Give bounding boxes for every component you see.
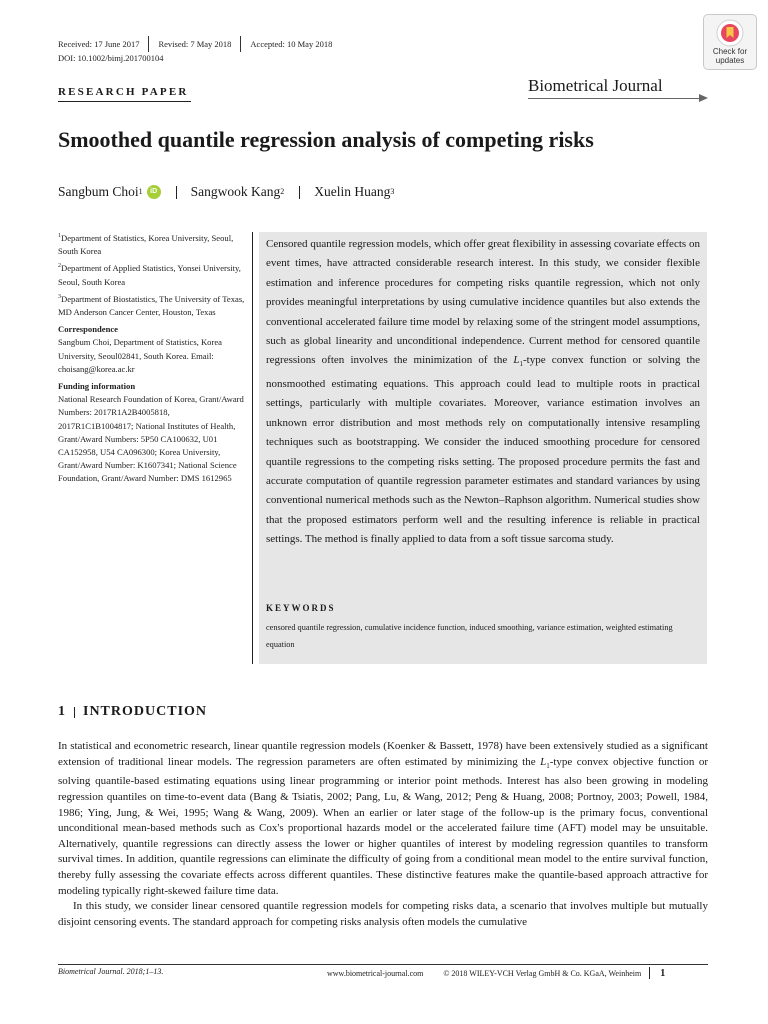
copyright: © 2018 WILEY-VCH Verlag GmbH & Co. KGaA, Weinheim	[443, 968, 642, 978]
divider	[649, 967, 650, 979]
article-type: RESEARCH PAPER	[58, 86, 189, 98]
section-title: INTRODUCTION	[83, 704, 208, 719]
keywords-list: censored quantile regression, cumulative incidence function, induced smoothing, variance estimation, weighted estimating equation	[266, 623, 673, 649]
divider	[74, 707, 75, 718]
divider	[299, 186, 300, 199]
revised-date: Revised: 7 May 2018	[158, 39, 232, 49]
abstract-text: -type convex function or solving the nonsmoothed estimating equations. This approach could lead to multiple roots in practical settings, particularly with multiple covariates. Moreover, variance estimation involves an unknown error distribution and most methods rely on computationally intensive resampling techniques such as bootstrapping. We consider the induced smoothing procedure for censored quantile regressions to the competing risks setting. The proposed procedure permits the fast and accurate computation of quantile regression parameter estimates and standard variances by using conventional numerical methods such as the Newton–Raphson algorithm. Numerical studies show that the proposed estimators perform well and the resulting inference is reliable in practical settings. The method is finally applied to data from a soft tissue sarcoma study.	[266, 354, 700, 546]
affiliation	[58, 262, 246, 288]
math-subscript: 1	[519, 360, 524, 369]
funding-text: National Research Foundation of Korea, Grant/Award Numbers: 2017R1A2B4005818, 2017R1C1B1004817; National Institutes of Health, Grant/Award Numbers: 5P50 CA100632, U01 CA152958, U54 CA096300; Korea University, Grant/Award Number: K1607341; National Science Foundation, Grant/Award Number: DMS 1612965	[58, 394, 244, 484]
doi: DOI: 10.1002/bimj.201700104	[58, 53, 164, 63]
affiliation-text: Department of Statistics, Korea University, Seoul, South Korea	[58, 233, 234, 257]
author-list: Sangbum Choi 1 iD Sangwook Kang 2 Xuelin Huang 3	[58, 184, 395, 199]
divider	[58, 101, 191, 102]
arrow-right-icon	[699, 94, 708, 102]
paragraph	[58, 739, 708, 899]
keywords-heading: KEYWORDS	[266, 603, 336, 613]
page-number: 1	[660, 967, 666, 979]
section-heading	[58, 704, 207, 720]
divider	[240, 36, 241, 52]
abstract	[266, 235, 700, 550]
affiliation-sup: 2	[58, 263, 61, 270]
affiliation-sup: 3	[58, 293, 61, 300]
footer-divider	[58, 964, 708, 965]
paragraph-text: In statistical and econometric research, linear quantile regression models (Koenker & Bassett, 1978) have been extensively studied as a significant extension of traditional linear models. The regression parameters are often estimated by minimizing the	[58, 740, 708, 768]
received-date: Received: 17 June 2017	[58, 39, 140, 49]
correspondence-text: Sangbum Choi, Department of Statistics, Korea University, Seoul02841, South Korea. Email: choisang@korea.ac.kr	[58, 337, 222, 374]
journal-name[interactable]: Biometrical Journal	[528, 76, 663, 95]
check-for-updates-badge[interactable]	[703, 14, 757, 70]
abstract-text: Censored quantile regression models, which offer great flexibility in assessing covariate effects on event times, have attracted considerable research interest. In this study, we consider flexible estimation and inference procedures for competing risks quantile regression, which not only provides meaningful interpretations by using cumulative incidence quantiles but also extends the conventional accelerated failure time model by relaxing some of the stringent model assumptions, such as global linearity and unconditional independence. Current method for censored quantile regressions often involves the minimization of the	[266, 238, 700, 367]
divider	[176, 186, 177, 199]
author-name[interactable]: Sangbum Choi	[58, 184, 139, 199]
check-for-updates-line1: Check for	[712, 47, 748, 56]
column-divider	[252, 232, 253, 664]
paragraph-text: -type convex objective function or solving quantile-based estimating equations using linear programming or interior point methods. Interest has also been growing in modeling regression quantiles on time-to-event data (Bang & Tsiatis, 2002; Pang, Lu, & Wang, 2012; Peng & Huang, 2008; Portnoy, 2003; Powell, 1984, 1986; Ying, Jung, & Wei, 1995; Wang & Wang, 2009). When an earlier or later stage of the follow-up is the primary focus, conventional unconditional mean-based methods such as Cox's proportional hazards model or the accelerated failure time (AFT) model may be unsuitable. Alternatively, quantile regressions can directly assess the lower or higher quantiles of interest by modeling regression quantiles to transform survival times. In addition, quantile regressions can eliminate the difficulty of going from a conditional mean model to the entire survival function, thereby fully assessing the covariate effects across different quantiles. These distinctive features make the quantile-based approach attractive for modeling typically right-skewed failure time data.	[58, 755, 708, 897]
section-number: 1	[58, 704, 66, 719]
affiliation-text: Department of Applied Statistics, Yonsei University, Seoul, South Korea	[58, 263, 241, 287]
math-symbol: L	[513, 354, 520, 367]
divider	[148, 36, 149, 52]
orcid-icon[interactable]: iD	[147, 185, 161, 199]
paragraph: In this study, we consider linear censored quantile regression models for competing risks data, a scenario that involves multiple but mutually disjoint censoring events. The standard approach for competing risks analysis often models the cumulative	[58, 900, 708, 928]
divider	[528, 98, 701, 99]
math-subscript: 1	[546, 761, 550, 770]
article-history	[58, 36, 332, 52]
article-sidebar	[58, 232, 246, 486]
affiliation-sup: 1	[58, 233, 61, 240]
body-text	[58, 739, 708, 930]
author-name[interactable]: Xuelin Huang	[314, 184, 391, 199]
footer-citation: Biometrical Journal. 2018;1–13.	[58, 967, 164, 976]
journal-url-link[interactable]: www.biometrical-journal.com	[327, 968, 424, 978]
article-title: Smoothed quantile regression analysis of competing risks	[58, 127, 594, 152]
check-for-updates-line2: updates	[715, 56, 745, 65]
math-symbol: L	[540, 755, 547, 768]
author-name[interactable]: Sangwook Kang	[190, 184, 281, 199]
accepted-date: Accepted: 10 May 2018	[250, 39, 333, 49]
affiliation	[58, 293, 246, 319]
bookmark-icon	[716, 19, 744, 47]
footer-info	[327, 967, 665, 979]
affiliation	[58, 232, 246, 258]
funding-heading: Funding information	[58, 381, 136, 392]
correspondence-heading: Correspondence	[58, 324, 118, 335]
affiliation-text: Department of Biostatistics, The University of Texas, MD Anderson Cancer Center, Houston, Texas	[58, 293, 245, 318]
